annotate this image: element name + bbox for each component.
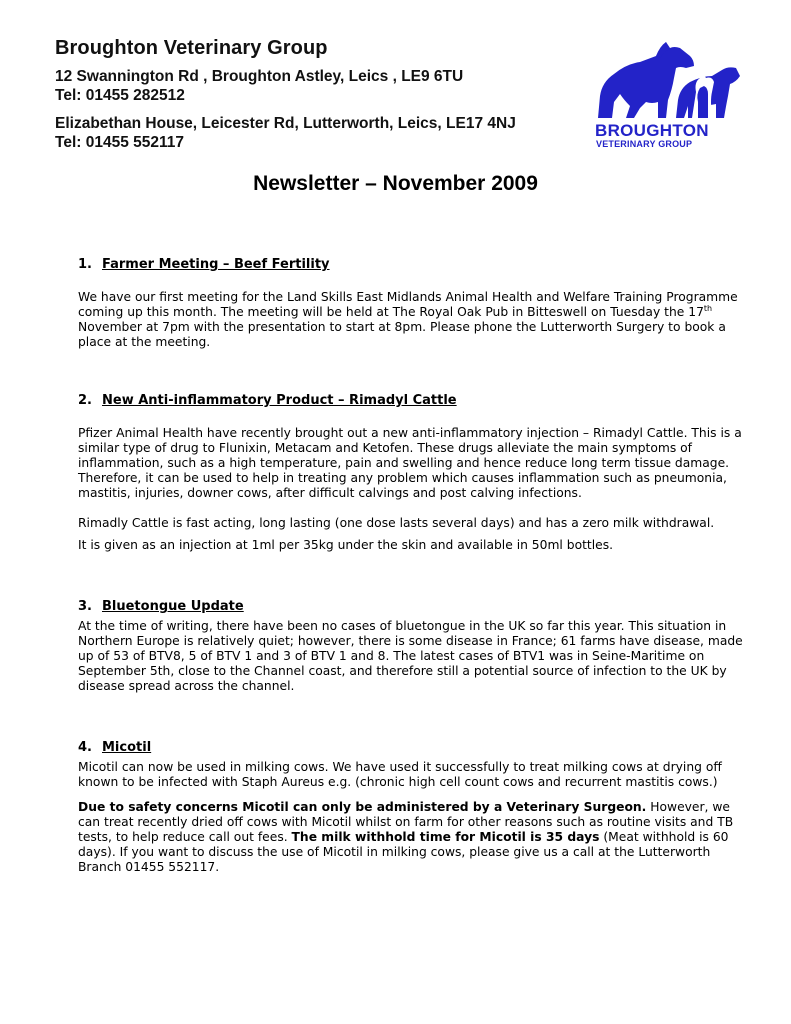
address-broughton: 12 Swannington Rd , Broughton Astley, Leics , LE9 6TU — [55, 68, 464, 85]
animals-silhouette-icon — [590, 38, 742, 120]
newsletter-title: Newsletter – November 2009 — [253, 172, 538, 195]
paragraph-micotil-safety: Due to safety concerns Micotil can only be administered by a Veterinary Surgeon. However, we can treat recently dried off cows with Micotil whilst on farm for other reasons such as routine visits and TB tests, to help reduce call out fees. The milk withhold time for Micotil is 35 days (Meat withhold is 60 days). If you want to discuss the use of Micotil in milking cows, please give us a call at the Lutterworth Branch 01455 552117. — [78, 800, 734, 874]
section-title: Micotil — [102, 740, 152, 755]
tel-broughton: Tel: 01455 282512 — [55, 87, 185, 104]
section-heading-farmer-meeting — [78, 256, 748, 274]
section-heading-micotil — [78, 739, 748, 757]
section-heading-bluetongue — [78, 598, 748, 616]
letterhead — [55, 35, 575, 152]
section-title: Bluetongue Update — [102, 599, 244, 614]
paragraph-rimadyl-fast-acting: Rimadly Cattle is fast acting, long lasting (one dose lasts several days) and has a zero milk withdrawal. — [78, 516, 715, 530]
org-name: Broughton Veterinary Group — [55, 37, 328, 59]
section-number: 1. — [78, 257, 92, 272]
section-number: 4. — [78, 740, 92, 755]
paragraph-farmer-meeting: We have our first meeting for the Land Skills East Midlands Animal Health and Welfare Training Programme coming up this month. The meeting will be held at The Royal Oak Pub in Bitteswell on Tuesday the 17th November at 7pm with the presentation to start at 8pm. Please phone the Lutterworth Surgery to book a place at the meeting. — [78, 290, 738, 349]
broughton-logo — [590, 38, 742, 150]
logo-text-veterinary-group: VETERINARY GROUP — [596, 139, 693, 149]
paragraph-micotil-use: Micotil can now be used in milking cows. We have used it successfully to treat milking cows at drying off known to be infected with Staph Aureus e.g. (chronic high cell count cows and recurrent mastitis cows.) — [78, 760, 722, 789]
paragraph-rimadyl-dosage: It is given as an injection at 1ml per 35kg under the skin and available in 50ml bottles. — [78, 538, 614, 552]
paragraph-bluetongue: At the time of writing, there have been no cases of bluetongue in the UK so far this year. This situation in Northern Europe is relatively quiet; however, there is some disease in France; 61 farms have disease, made up of 53 of BTV8, 5 of BTV 1 and 3 of BTV 1 and 8. The latest cases of BTV1 was in Seine-Maritime on September 5th, close to the Channel coast, and therefore still a potential source of infection to the UK by disease spread across the channel. — [78, 619, 743, 693]
tel-lutterworth: Tel: 01455 552117 — [55, 134, 184, 151]
section-title: Farmer Meeting – Beef Fertility — [102, 257, 330, 272]
newsletter-body — [78, 256, 748, 875]
section-number: 3. — [78, 599, 92, 614]
logo-text-broughton: BROUGHTON — [595, 121, 709, 140]
section-title: New Anti-inflammatory Product – Rimadyl Cattle — [102, 393, 457, 408]
section-heading-rimadyl — [78, 392, 748, 410]
paragraph-rimadyl-intro: Pfizer Animal Health have recently brought out a new anti-inflammatory injection – Rimadyl Cattle. This is a similar type of drug to Flunixin, Metacam and Ketofen. These drugs alleviate the main symptoms of inflammation, such as a high temperature, pain and swelling and hence reduce long term tissue damage. Therefore, it can be used to help in treating any problem which causes inflammation such as pneumonia, mastitis, injuries, downer cows, after difficult calvings and post calving infections. — [78, 426, 742, 500]
section-number: 2. — [78, 393, 92, 408]
address-lutterworth: Elizabethan House, Leicester Rd, Lutterworth, Leics, LE17 4NJ — [55, 115, 516, 132]
